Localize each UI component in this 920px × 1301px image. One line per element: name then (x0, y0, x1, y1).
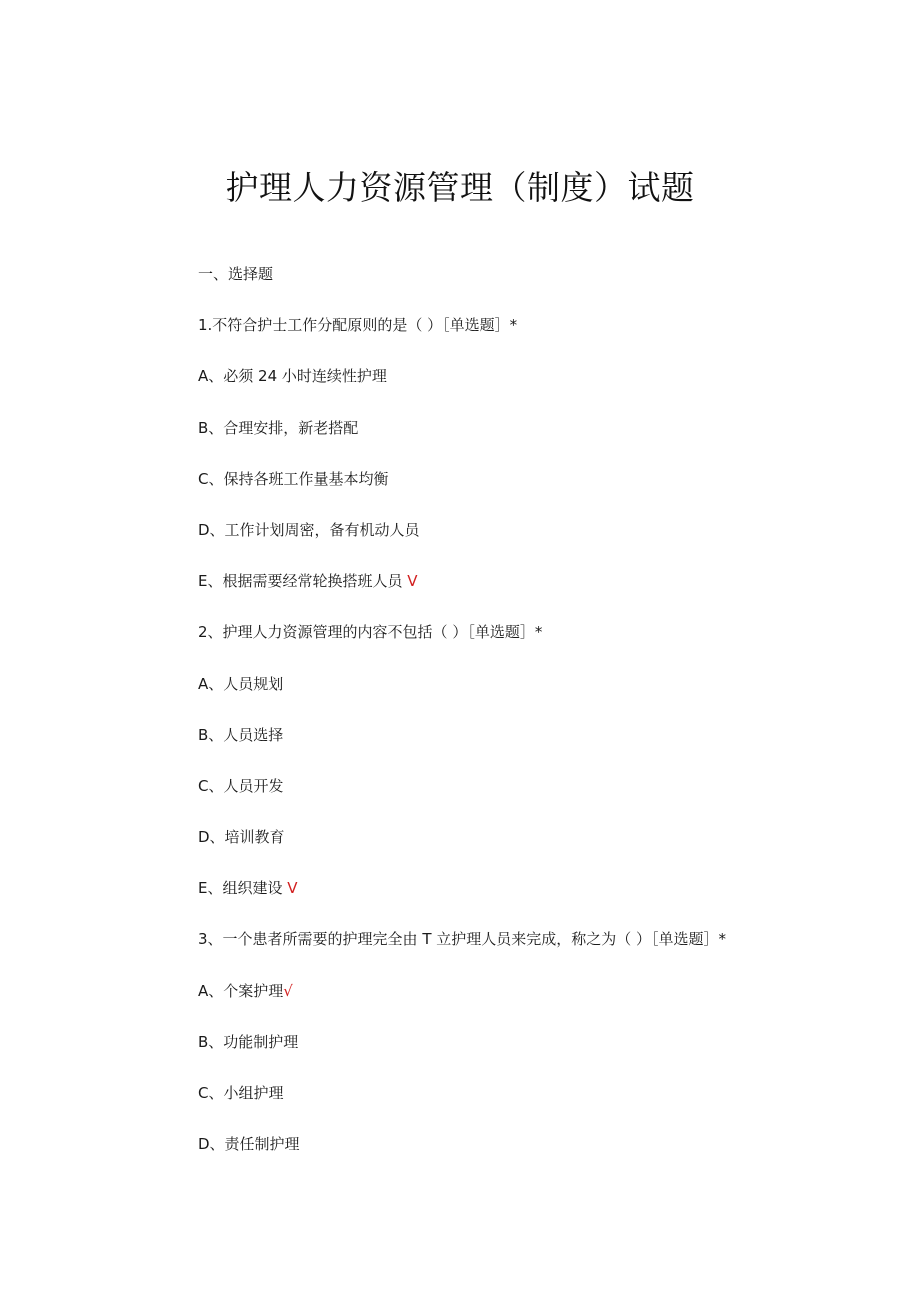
page-title: 护理人力资源管理（制度）试题 (225, 168, 695, 207)
option-text: D、工作计划周密，备有机动人员 (198, 520, 420, 539)
question-1-option-d (198, 514, 878, 565)
option-text: A、必须 24 小时连续性护理 (198, 367, 387, 386)
question-3-text: 3、一个患者所需要的护理完全由 T 立护理人员来完成，称之为（ ）［单选题］* (198, 930, 727, 949)
question-3-option-b (198, 1026, 878, 1077)
option-text: D、培训教育 (198, 828, 285, 847)
question-1-option-a (198, 360, 878, 411)
question-3-option-d (198, 1128, 878, 1179)
question-2-option-e (198, 872, 878, 923)
question-1-option-e (198, 565, 878, 616)
answer-mark: V (407, 572, 418, 591)
option-text: B、功能制护理 (198, 1032, 299, 1051)
option-text: B、合理安排，新老搭配 (198, 418, 359, 437)
question-2-option-a (198, 668, 878, 719)
option-text: A、个案护理 (198, 981, 284, 1000)
document-content (198, 258, 878, 1179)
option-text: C、人员开发 (198, 776, 284, 795)
section-heading: 一、选择题 (198, 265, 274, 283)
question-3-option-a (198, 975, 878, 1026)
question-2-text: 2、护理人力资源管理的内容不包括（ ）［单选题］* (198, 623, 543, 642)
option-text: C、小组护理 (198, 1084, 284, 1102)
option-text: A、人员规划 (198, 674, 284, 693)
answer-mark: √ (283, 981, 293, 1000)
question-3-option-c (198, 1077, 878, 1128)
question-2-option-b (198, 719, 878, 770)
question-1-option-c (198, 463, 878, 514)
question-2-option-c (198, 770, 878, 821)
option-text: E、根据需要经常轮换搭班人员 (198, 572, 408, 591)
answer-mark: V (287, 879, 298, 898)
question-2-option-d (198, 821, 878, 872)
option-text: B、人员选择 (198, 725, 284, 744)
option-text: C、保持各班工作量基本均衡 (198, 469, 389, 488)
question-1-text: 1.不符合护士工作分配原则的是（ ）［单选题］* (198, 316, 518, 335)
option-text: E、组织建设 (198, 879, 288, 898)
question-1-option-b (198, 412, 878, 463)
option-text: D、责任制护理 (198, 1135, 300, 1154)
